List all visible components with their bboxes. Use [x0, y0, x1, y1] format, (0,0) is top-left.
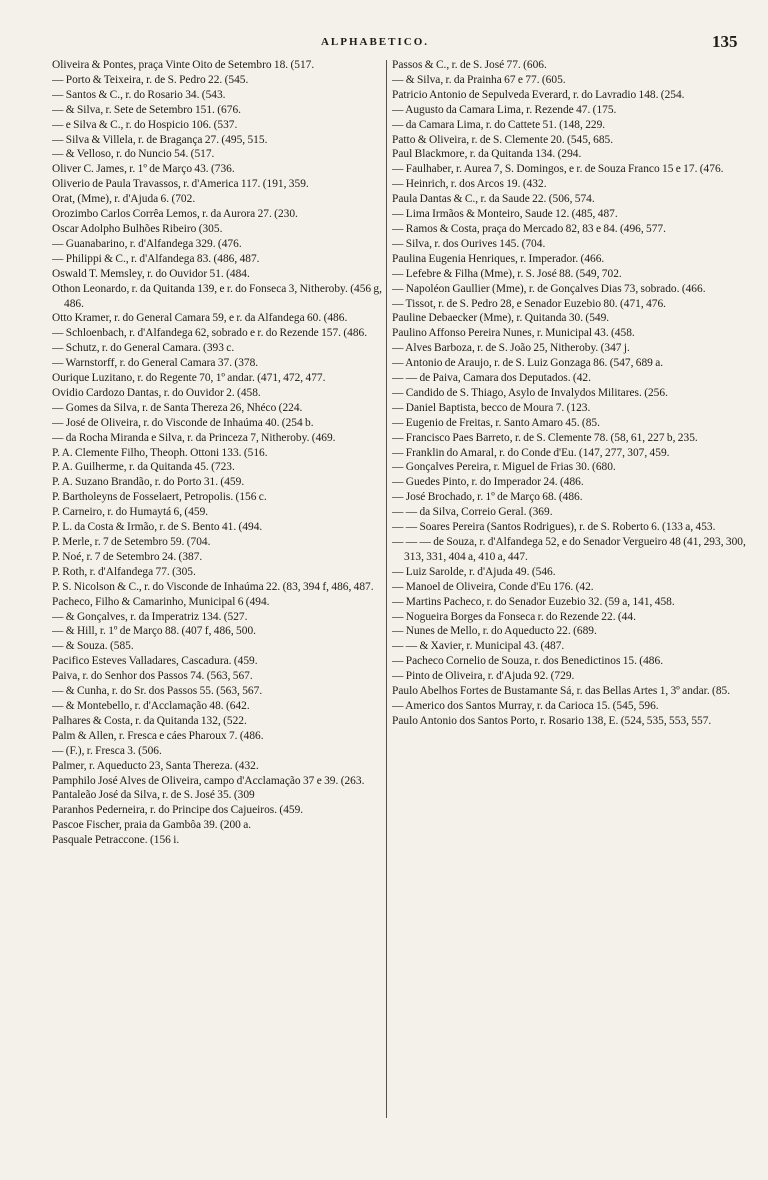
directory-entry: Oscar Adolpho Bulhões Ribeiro (305. — [52, 222, 223, 235]
directory-entry: Patto & Oliveira, r. de S. Clemente 20. (545, 685. — [392, 133, 614, 146]
directory-entry: — Warnstorff, r. do General Camara 37. (378. — [52, 357, 259, 370]
directory-entry: — — Soares Pereira (Santos Rodrigues), r. de S. Roberto 6. (133 a, 453. — [392, 521, 716, 534]
directory-entry: P. Bartholeyns de Fosselaert, Petropolis. (156 c. — [52, 491, 267, 504]
directory-entry: — Guedes Pinto, r. do Imperador 24. (486. — [392, 476, 584, 489]
directory-entry: Pascoe Fischer, praia da Gambôa 39. (200 a. — [52, 819, 252, 832]
directory-entry: Oliveira & Pontes, praça Vinte Oito de Setembro 18. (517. — [52, 59, 315, 71]
directory-entry: — Silva, r. dos Ourives 145. (704. — [392, 237, 546, 250]
directory-entry: Palm & Allen, r. Fresca e cáes Pharoux 7. (486. — [52, 729, 264, 742]
directory-entry: — Silva & Villela, r. de Bragança 27. (495, 515. — [52, 133, 268, 146]
directory-entry: Pamphilo José Alves de Oliveira, campo d'Acclamação 37 e 39. (263. — [52, 774, 365, 787]
right-column — [392, 58, 760, 1118]
directory-entry: — Americo dos Santos Murray, r. da Carioca 15. (545, 596. — [392, 699, 659, 712]
page-number: 135 — [712, 32, 738, 51]
directory-entry: P. S. Nicolson & C., r. do Visconde de Inhaúma 22. (83, 394 f, 486, 487. — [52, 580, 374, 593]
directory-entry: Oswald T. Memsley, r. do Ouvidor 51. (484. — [52, 267, 250, 280]
directory-entry: — Martins Pacheco, r. do Senador Euzebio 32. (59 a, 141, 458. — [392, 595, 675, 608]
directory-entry: — & Gonçalves, r. da Imperatriz 134. (527. — [52, 610, 248, 623]
directory-entry: — Tissot, r. de S. Pedro 28, e Senador Euzebio 80. (471, 476. — [392, 297, 667, 310]
directory-entry: — — de Paiva, Camara dos Deputados. (42. — [392, 372, 591, 385]
directory-entry: Palhares & Costa, r. da Quitanda 132, (522. — [52, 714, 247, 727]
directory-entry: — Nunes de Mello, r. do Aqueducto 22. (689. — [392, 625, 597, 638]
directory-entry: — & Hill, r. 1º de Março 88. (407 f, 486, 500. — [52, 625, 256, 638]
directory-entry: — & Velloso, r. do Nuncio 54. (517. — [52, 148, 215, 161]
directory-entry: — & Souza. (585. — [52, 640, 134, 653]
directory-entry: — Napoléon Gaullier (Mme), r. de Gonçalves Dias 73, sobrado. (466. — [392, 282, 706, 295]
directory-entry: P. Merle, r. 7 de Setembro 59. (704. — [52, 536, 211, 548]
entry-columns — [52, 58, 762, 1118]
directory-entry: Paulo Abelhos Fortes de Bustamante Sá, r. das Bellas Artes 1, 3º andar. (85. — [392, 685, 731, 698]
directory-entry: Paranhos Pederneira, r. do Principe dos Cajueiros. (459. — [52, 804, 304, 817]
directory-entry: — Manoel de Oliveira, Conde d'Eu 176. (42. — [392, 580, 594, 593]
directory-entry: — Franklin do Amaral, r. do Conde d'Eu. (147, 277, 307, 459. — [392, 446, 670, 459]
directory-entry: — Francisco Paes Barreto, r. de S. Clemente 78. (58, 61, 227 b, 235. — [392, 431, 698, 444]
directory-entry: — & Montebello, r. d'Acclamação 48. (642. — [52, 699, 250, 712]
directory-entry: Patricio Antonio de Sepulveda Everard, r. do Lavradio 148. (254. — [392, 88, 685, 101]
directory-entry: — (F.), r. Fresca 3. (506. — [52, 744, 162, 757]
directory-entry: — Heinrich, r. dos Arcos 19. (432. — [392, 178, 547, 191]
directory-entry: — Daniel Baptista, becco de Moura 7. (123. — [392, 401, 591, 414]
directory-entry: — Gomes da Silva, r. de Santa Thereza 26, Nhéco (224. — [52, 401, 303, 414]
directory-entry: Pasquale Petraccone. (156 i. — [52, 834, 180, 847]
directory-entry: — Alves Barboza, r. de S. João 25, Nitheroby. (347 j. — [392, 342, 630, 355]
directory-entry: — — & Xavier, r. Municipal 43. (487. — [392, 640, 565, 653]
directory-entry: — Schutz, r. do General Camara. (393 c. — [52, 342, 235, 355]
directory-entry: Ourique Luzitano, r. do Regente 70, 1º andar. (471, 472, 477. — [52, 372, 326, 385]
directory-entry: — Philippi & C., r. d'Alfandega 83. (486, 487. — [52, 252, 260, 265]
directory-entry: — Gonçalves Pereira, r. Miguel de Frias 30. (680. — [392, 461, 616, 474]
directory-entry: P. Carneiro, r. do Humaytá 6, (459. — [52, 506, 209, 519]
directory-entry: Orozimbo Carlos Corrêa Lemos, r. da Aurora 27. (230. — [52, 208, 298, 221]
directory-entry: P. L. da Costa & Irmão, r. de S. Bento 41. (494. — [52, 521, 263, 534]
directory-entry: Ovidio Cardozo Dantas, r. do Ouvidor 2. (458. — [52, 386, 261, 399]
directory-entry: — Faulhaber, r. Aurea 7, S. Domingos, e r. de Souza Franco 15 e 17. (476. — [392, 163, 724, 176]
running-title: ALPHABETICO. — [320, 36, 430, 48]
directory-entry: — Guanabarino, r. d'Alfandega 329. (476. — [52, 237, 242, 250]
column-divider — [386, 60, 387, 1118]
directory-entry: — — da Silva, Correio Geral. (369. — [392, 506, 553, 519]
directory-entry: — Luiz Sarolde, r. d'Ajuda 49. (546. — [392, 565, 556, 578]
directory-entry: Passos & C., r. de S. José 77. (606. — [392, 59, 547, 71]
directory-entry: — Lima Irmãos & Monteiro, Saude 12. (485, 487. — [392, 208, 618, 221]
directory-entry: — Pinto de Oliveira, r. d'Ajuda 92. (729. — [392, 670, 575, 683]
directory-entry: — Porto & Teixeira, r. de S. Pedro 22. (545. — [52, 73, 249, 86]
directory-entry: Pantaleão José da Silva, r. de S. José 35. (309 — [52, 789, 255, 802]
directory-entry: Pacifico Esteves Valladares, Cascadura. (459. — [52, 655, 258, 668]
directory-entry: Pacheco, Filho & Camarinho, Municipal 6 (494. — [52, 595, 270, 608]
directory-entry: — — — de Souza, r. d'Alfandega 52, e do Senador Vergueiro 48 (41, 293, 300, 313, 331, 404 a, 410 a, 447. — [392, 536, 746, 563]
directory-entry: Othon Leonardo, r. da Quitanda 139, e r. do Fonseca 3, Nitheroby. (456 g, 486. — [52, 282, 382, 310]
directory-entry: — José Brochado, r. 1º de Março 68. (486. — [392, 491, 583, 504]
directory-entry: — da Rocha Miranda e Silva, r. da Princeza 7, Nitheroby. (469. — [52, 431, 336, 444]
directory-entry: Pauline Debaecker (Mme), r. Quitanda 30. (549. — [392, 312, 610, 325]
directory-entry: — Augusto da Camara Lima, r. Rezende 47. (175. — [392, 103, 617, 116]
directory-entry: — Nogueira Borges da Fonseca r. do Rezende 22. (44. — [392, 610, 636, 623]
directory-entry: Orat, (Mme), r. d'Ajuda 6. (702. — [52, 193, 196, 206]
running-head — [0, 32, 768, 56]
directory-entry: Paulina Eugenia Henriques, r. Imperador. (466. — [392, 252, 605, 265]
directory-entry: Paulo Antonio dos Santos Porto, r. Rosario 138, E. (524, 535, 553, 557. — [392, 714, 712, 727]
directory-entry: Paula Dantas & C., r. da Saude 22. (506, 574. — [392, 193, 595, 206]
directory-entry: — Candido de S. Thiago, Asylo de Invalydos Militares. (256. — [392, 386, 668, 399]
directory-entry: — José de Oliveira, r. do Visconde de Inhaúma 40. (254 b. — [52, 416, 314, 429]
directory-entry: P. A. Guilherme, r. da Quitanda 45. (723. — [52, 461, 235, 474]
directory-entry: — da Camara Lima, r. do Cattete 51. (148, 229. — [392, 118, 606, 131]
directory-entry: — Lefebre & Filha (Mme), r. S. José 88. (549, 702. — [392, 267, 622, 280]
directory-entry: — Schloenbach, r. d'Alfandega 62, sobrado e r. do Rezende 157. (486. — [52, 327, 368, 340]
directory-entry: — Santos & C., r. do Rosario 34. (543. — [52, 88, 226, 101]
directory-entry: P. A. Suzano Brandão, r. do Porto 31. (459. — [52, 476, 245, 489]
directory-entry: Oliverio de Paula Travassos, r. d'America 117. (191, 359. — [52, 178, 309, 191]
directory-entry: — Ramos & Costa, praça do Mercado 82, 83 e 84. (496, 577. — [392, 222, 666, 235]
directory-entry: — Eugenio de Freitas, r. Santo Amaro 45. (85. — [392, 416, 600, 429]
directory-entry: Oliver C. James, r. 1º de Março 43. (736. — [52, 163, 235, 176]
directory-entry: — Antonio de Araujo, r. de S. Luiz Gonzaga 86. (547, 689 a. — [392, 357, 664, 370]
directory-entry: — & Cunha, r. do Sr. dos Passos 55. (563, 567. — [52, 685, 263, 698]
directory-entry: — e Silva & C., r. do Hospicio 106. (537. — [52, 118, 238, 131]
directory-entry: Palmer, r. Aqueducto 23, Santa Thereza. (432. — [52, 759, 259, 772]
directory-entry: — & Silva, r. Sete de Setembro 151. (676. — [52, 103, 241, 116]
directory-entry: P. Roth, r. d'Alfandega 77. (305. — [52, 565, 196, 578]
directory-entry: — & Silva, r. da Prainha 67 e 77. (605. — [392, 73, 566, 86]
directory-entry: — Pacheco Cornelio de Souza, r. dos Benedictinos 15. (486. — [392, 655, 664, 668]
left-column — [52, 58, 386, 1118]
directory-entry: P. Noé, r. 7 de Setembro 24. (387. — [52, 550, 203, 563]
directory-entry: Paiva, r. do Senhor dos Passos 74. (563, 567. — [52, 670, 253, 683]
directory-entry: P. A. Clemente Filho, Theoph. Ottoni 133. (516. — [52, 446, 268, 459]
directory-entry: Paulino Affonso Pereira Nunes, r. Municipal 43. (458. — [392, 327, 635, 340]
directory-entry: Otto Kramer, r. do General Camara 59, e r. da Alfandega 60. (486. — [52, 312, 348, 325]
directory-entry: Paul Blackmore, r. da Quitanda 134. (294. — [392, 148, 582, 161]
